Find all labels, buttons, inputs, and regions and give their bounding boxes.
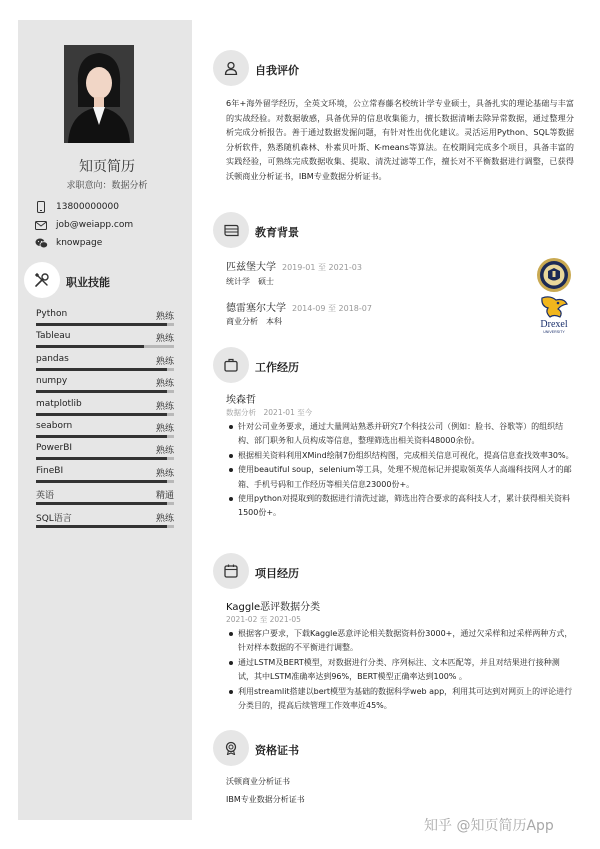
skill-level: 熟练 [155,312,174,322]
wechat-icon [34,236,48,250]
skill-bar-fill [36,435,167,438]
summary-title: 自我评价 [255,64,299,77]
project-section-icon [213,553,249,589]
cert-item: IBM专业数据分析证书 [226,795,305,804]
certs-title: 资格证书 [255,744,299,757]
work-section-icon [213,347,249,383]
work-title: 工作经历 [255,361,299,374]
skill-level: 熟练 [155,424,174,434]
skill-name: PowerBI [36,443,73,454]
skill-level: 熟练 [155,513,174,524]
work-role-date [226,407,312,418]
mail-icon [34,218,48,232]
project-title: 项目经历 [255,567,299,580]
skill-name: 英语 [36,491,55,502]
pitt-seal-icon [536,257,572,293]
skill-bar-fill [36,525,167,528]
phone-number: 13800000000 [56,202,119,212]
skill-level: 熟练 [155,401,174,412]
work-bullets [226,420,574,521]
skill-level: 精通 [155,491,174,502]
skill-bar [36,345,174,348]
skill-row [36,466,174,486]
education-title: 教育背景 [255,226,299,239]
skill-name: Python [36,309,68,319]
skill-row [36,399,174,419]
email-address: job@weiapp.com [56,220,134,230]
skill-row [36,331,174,351]
skill-bar [36,480,174,483]
skill-row [36,421,174,441]
bullet-item: 根据相关资料利用XMind绘制7份组织结构图，完成相关信息可视化，提高信息查找效率30%。 [226,449,574,463]
edu-school-1 [226,258,362,273]
skill-bar-fill [36,502,167,505]
resume-title: 知页简历 [79,159,135,175]
bullet-item: 利用streamlit搭建以bert模型为基础的数据科学web app，利用其可达到对网页上的评论进行分类目的，提高后续管理工作效率近45%。 [226,685,574,714]
cert-item: 沃顿商业分析证书 [226,777,290,786]
skill-bar [36,435,174,438]
skills-section-icon [24,262,60,298]
skill-bar [36,457,174,460]
user-icon [224,61,238,75]
bullet-item: 使用beautiful soup，selenium等工具，处理不规范标记并提取领英华人高端科技网人才的邮箱、手机号码和工作经历等相关信息23000份+。 [226,463,574,492]
skill-bar [36,390,174,393]
skill-row [36,376,174,396]
work-role: 数据分析 [226,408,256,417]
certs-section-icon [213,730,249,766]
skill-row [36,443,174,463]
project-bullets [226,627,574,713]
skill-level: 熟练 [155,379,174,390]
skill-bar-fill [36,368,167,371]
drexel-logo-sub: UNIVERSITY [543,330,565,334]
project-date: 2021-02 至 2021-05 [226,615,301,624]
contact-wechat [34,235,102,251]
summary-section-icon [213,50,249,86]
skill-name: seaborn [36,421,73,431]
skill-bar-fill [36,390,167,393]
edu-date: 2014-09 至 2018-07 [292,304,372,313]
skill-bar [36,413,174,416]
skill-bar-fill [36,413,167,416]
skill-bar-fill [36,480,167,483]
bullet-item: 根据客户要求，下载Kaggle恶意评论相关数据资料份3000+，通过欠采样和过采样两种方式，针对样本数据的不平衡进行调整。 [226,627,574,656]
briefcase-icon [224,358,238,372]
skill-bar-fill [36,345,144,348]
edu-major-2: 商业分析 本科 [226,317,282,326]
skill-level: 熟练 [155,468,174,479]
edu-date: 2019-01 至 2021-03 [282,263,362,272]
contact-phone [34,199,119,215]
skill-name: Tableau [36,331,71,342]
project-name: Kaggle恶评数据分类 [226,602,321,613]
summary-text: 6年+海外留学经历，全英文环境，公立常春藤名校统计学专业硕士，具备扎实的理论基础与丰富的实战经验。对数据敏感，具备优异的信息收集能力，擅长数据清晰去除异常数据，通过整理分析完成分析报告。善于通过数据发掘问题，有针对性出优化建议。灵活运用Python、SQL等数据分析软件，熟悉随机森林、朴素贝叶斯、K-means等算法。在校期间完成多个项目，具备丰富的实践经验，可熟练完成数据收集、提取、清洗过滤等工作，擅长对不平衡数据进行调整，已获得沃顿商业分析证书，IBM专业数据分析证书。 [226,98,574,181]
drexel-logo-icon [536,295,572,335]
work-company: 埃森哲 [226,395,256,406]
skill-level: 熟练 [155,446,174,457]
tools-icon [34,272,50,288]
skill-bar [36,368,174,371]
watermark: 知乎 @知页简历App [424,818,554,834]
education-section-icon [213,212,249,248]
work-date: 2021-01 至今 [263,408,313,417]
skill-row [36,511,174,531]
job-target: 求职意向：数据分析 [66,181,148,191]
contact-email [34,217,133,233]
skill-name: pandas [36,353,69,364]
bullet-item: 针对公司业务要求，通过大量网站熟悉并研究7个科技公司（例如：脸书、谷歌等）的组织结构、部门职务和人员构成等信息，整理筛选出相关资料48000余份。 [226,420,574,449]
skill-name: SQL语言 [36,513,72,524]
skill-name: matplotlib [36,398,82,409]
bullet-item: 使用python对提取到的数据进行清洗过滤，筛选出符合要求的高科技人才，累计获得相关资料1500份+。 [226,492,574,521]
edu-school-name: 德雷塞尔大学 [226,303,286,314]
skill-name: numpy [36,376,68,387]
skill-row [36,354,174,374]
skills-title: 职业技能 [66,276,110,289]
bullet-item: 通过LSTM及BERT模型，对数据进行分类、序列标注、文本匹配等，并且对结果进行接种测试，其中LSTM准确率达到96%，BERT模型正确率达到100% 。 [226,656,574,685]
edu-major-1: 统计学 硕士 [226,277,274,286]
wechat-id: knowpage [56,238,103,248]
skill-bar [36,525,174,528]
skill-bar-fill [36,457,167,460]
drexel-logo-text: Drexel [540,319,568,330]
profile-photo [64,45,134,143]
edu-school-2 [226,299,372,314]
skill-name: FineBI [36,465,64,476]
skill-bar [36,323,174,326]
skill-level: 熟练 [155,334,174,345]
calendar-icon [224,564,238,578]
skill-row [36,309,174,329]
medal-icon [224,741,238,755]
book-icon [224,224,239,237]
skill-bar-fill [36,323,167,326]
skill-row [36,488,174,508]
phone-icon [34,200,48,214]
skill-bar [36,502,174,505]
skill-level: 熟练 [155,356,174,367]
edu-school-name: 匹兹堡大学 [226,262,276,273]
